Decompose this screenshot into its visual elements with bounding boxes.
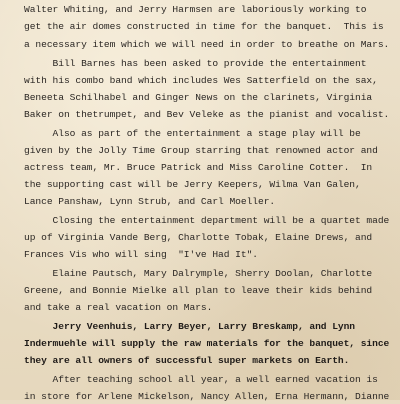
text-line: they are all owners of successful super markets on Earth. [24, 355, 350, 366]
text-line: get the air domes constructed in time for the banquet. This is [24, 21, 384, 32]
text-line: up of Virginia Vande Berg, Charlotte Tobak, Elaine Drews, and [24, 232, 373, 243]
text-line: Elaine Pautsch, Mary Dalrymple, Sherry Doolan, Charlotte [24, 268, 373, 279]
text-line: Jerry Veenhuis, Larry Beyer, Larry Breskamp, and Lynn [24, 321, 356, 332]
text-line: Beneeta Schilhabel and Ginger News on the clarinets, Virginia [24, 92, 373, 103]
text-line: Also as part of the entertainment a stage play will be [24, 128, 361, 139]
text-line: and take a real vacation on Mars. [24, 302, 213, 313]
text-line: Lance Panshaw, Lynn Strub, and Carl Moeller. [24, 196, 276, 207]
text-line: Greene, and Bonnie Mielke all plan to leave their kids behind [24, 285, 373, 296]
text-line: actress team, Mr. Bruce Patrick and Miss Caroline Cotter. In [24, 162, 373, 173]
text-line: Closing the entertainment department will be a quartet made [24, 215, 390, 226]
text-line: Baker on thetrumpet, and Bev Veleke as the pianist and vocalist. [24, 109, 390, 120]
text-line: a necessary item which we will need in order to breathe on Mars. [24, 39, 390, 50]
text-line: in store for Arlene Mickelson, Nancy Allen, Erna Hermann, Dianne [24, 391, 390, 402]
text-line: Walter Whiting, and Jerry Harmsen are laboriously working to [24, 4, 367, 15]
text-line: Bill Barnes has been asked to provide the entertainment [24, 58, 367, 69]
text-line: with his combo band which includes Wes Satterfield on the sax, [24, 75, 378, 86]
text-line: the supporting cast will be Jerry Keepers, Wilma Van Galen, [24, 179, 361, 190]
text-line: Indermuehle will supply the raw materials for the banquet, since [24, 338, 390, 349]
typed-text-block [24, 0, 396, 404]
text-line: After teaching school all year, a well earned vacation is [24, 374, 378, 385]
text-line: given by the Jolly Time Group starring that renowned actor and [24, 145, 378, 156]
text-line: Frances Vis who will sing "I've Had It". [24, 249, 258, 260]
